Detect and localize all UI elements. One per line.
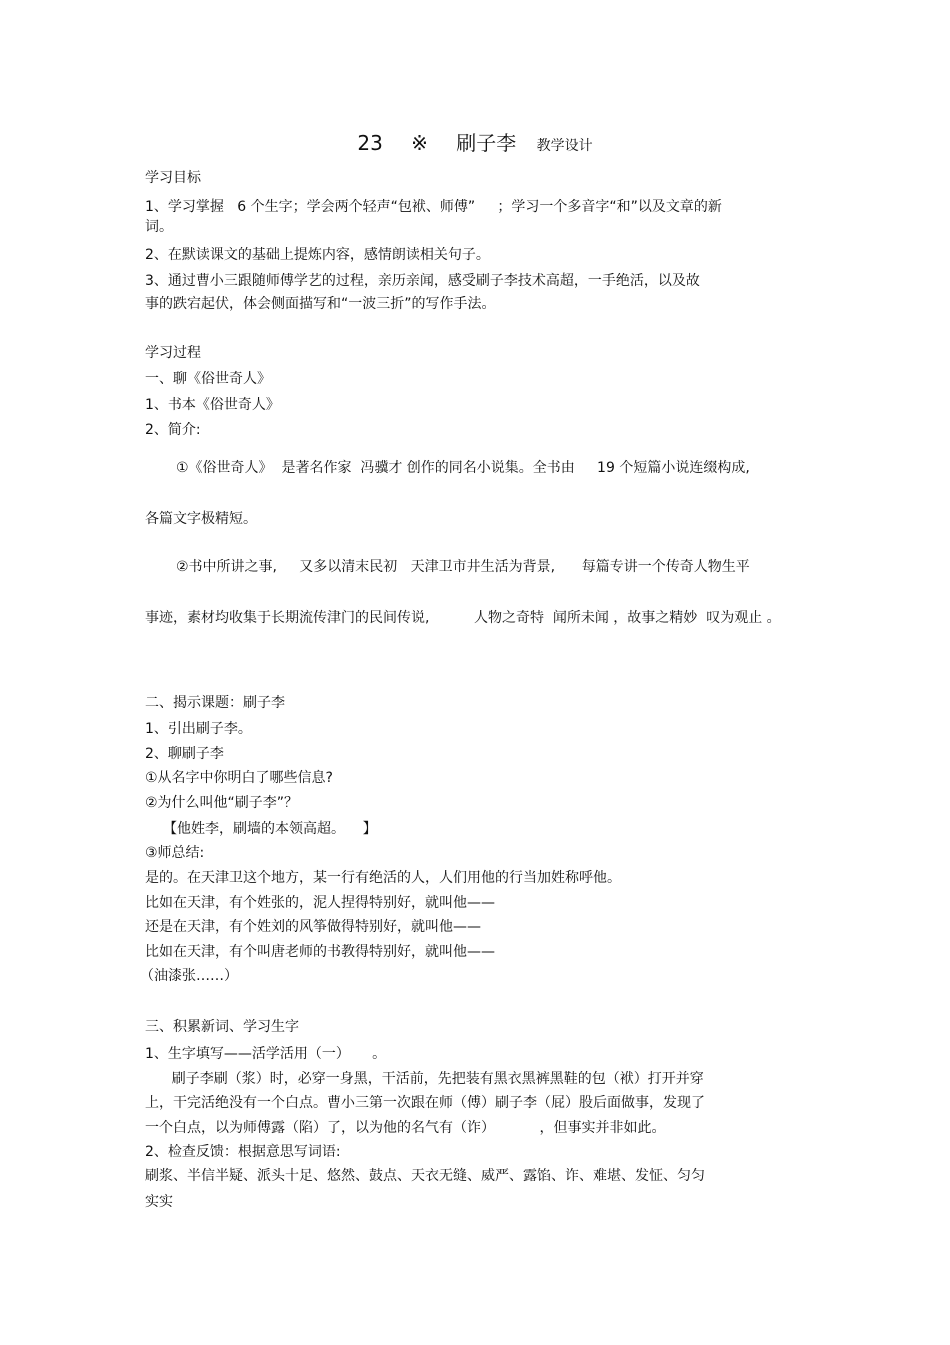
goal-item-3-cont: 事的跌宕起伏，体会侧面描写和“一波三折”的写作手法。 xyxy=(145,296,496,312)
vocabulary-list-cont: 实实 xyxy=(145,1194,173,1210)
goals-heading: 学习目标 xyxy=(145,170,201,186)
question-2: ②为什么叫他“刷子李”？ xyxy=(145,795,299,811)
section-2-heading: 二、揭示课题：刷子李 xyxy=(145,695,285,711)
section-1-heading: 一、聊《俗世奇人》 xyxy=(145,371,271,387)
goal-item-3: 3、通过曹小三跟随师傅学艺的过程，亲历亲闻，感受刷子李技术高超，一手绝活，以及故 xyxy=(145,273,700,289)
process-heading: 学习过程 xyxy=(145,345,201,361)
section-2-line-2: 2、聊刷子李 xyxy=(145,746,224,762)
document-title xyxy=(0,130,950,159)
fill-in-paragraph-line-3: 一个白点，以为师傅露（陷）了，以为他的名气有（诈） ，但事实并非如此。 xyxy=(145,1120,666,1136)
intro-paragraph-2-cont: 事迹，素材均收集于长期流传津门的民间传说, 人物之奇特 闻所未闻 ，故事之精妙 叹为观止 。 xyxy=(145,610,781,626)
summary-sentence-3: 还是在天津，有个姓刘的风筝做得特别好，就叫他—— xyxy=(145,919,481,935)
section-2-line-1: 1、引出刷子李。 xyxy=(145,721,252,737)
section-3-heading: 三、积累新词、学习生字 xyxy=(145,1019,299,1035)
teacher-summary-label: ③师总结: xyxy=(145,845,205,861)
fill-in-paragraph-line-1: 刷子李刷（浆）时，必穿一身黑，干活前，先把装有黑衣黑裤黑鞋的包（袱）打开并穿 xyxy=(145,1071,704,1087)
reference-mark: ※ xyxy=(411,131,428,155)
question-1: ①从名字中你明白了哪些信息? xyxy=(145,770,333,786)
goal-item-1: 1、学习掌握 6 个生字；学会两个轻声“包袱、师傅” ；学习一个多音字“和”以及文章的新 xyxy=(145,199,722,215)
intro-paragraph-1-cont: 各篇文字极精短。 xyxy=(145,511,257,527)
lesson-name: 刷子李 xyxy=(456,131,517,155)
goal-item-2: 2、在默读课文的基础上提炼内容，感情朗读相关句子。 xyxy=(145,247,490,263)
fill-in-paragraph-line-2: 上，干完活绝没有一个白点。曹小三第一次跟在师（傅）刷子李（屁）股后面做事，发现了 xyxy=(145,1095,705,1111)
summary-sentence-1: 是的。在天津卫这个地方，某一行有绝活的人，人们用他的行当加姓称呼他。 xyxy=(145,870,621,886)
summary-sentence-5: （油漆张……） xyxy=(140,968,238,984)
answer-bracket: 【他姓李，刷墙的本领高超。 】 xyxy=(163,821,377,837)
intro-paragraph-1: ①《俗世奇人》 是著名作家 冯骥才 创作的同名小说集。全书由 19 个短篇小说连缀构成, xyxy=(176,460,750,476)
lesson-number: 23 xyxy=(357,131,383,155)
title-subtitle: 教学设计 xyxy=(536,138,593,154)
summary-sentence-4: 比如在天津，有个叫唐老师的书教得特别好，就叫他—— xyxy=(145,944,495,960)
goal-item-1-cont: 词。 xyxy=(145,219,173,235)
section-3-line-1: 1、生字填写——活学活用（一） 。 xyxy=(145,1046,387,1062)
intro-paragraph-2: ②书中所讲之事, 又多以清末民初 天津卫市井生活为背景, 每篇专讲一个传奇人物生平 xyxy=(176,559,750,575)
vocabulary-list: 刷浆、半信半疑、派头十足、悠然、鼓点、天衣无缝、威严、露馅、诈、难堪、发怔、匀匀 xyxy=(145,1168,705,1184)
section-3-line-2: 2、检查反馈：根据意思写词语: xyxy=(145,1144,341,1160)
section-1-line-1: 1、书本《俗世奇人》 xyxy=(145,397,280,413)
summary-sentence-2: 比如在天津，有个姓张的，泥人捏得特别好，就叫他—— xyxy=(145,895,495,911)
section-1-line-2: 2、简介: xyxy=(145,422,201,438)
